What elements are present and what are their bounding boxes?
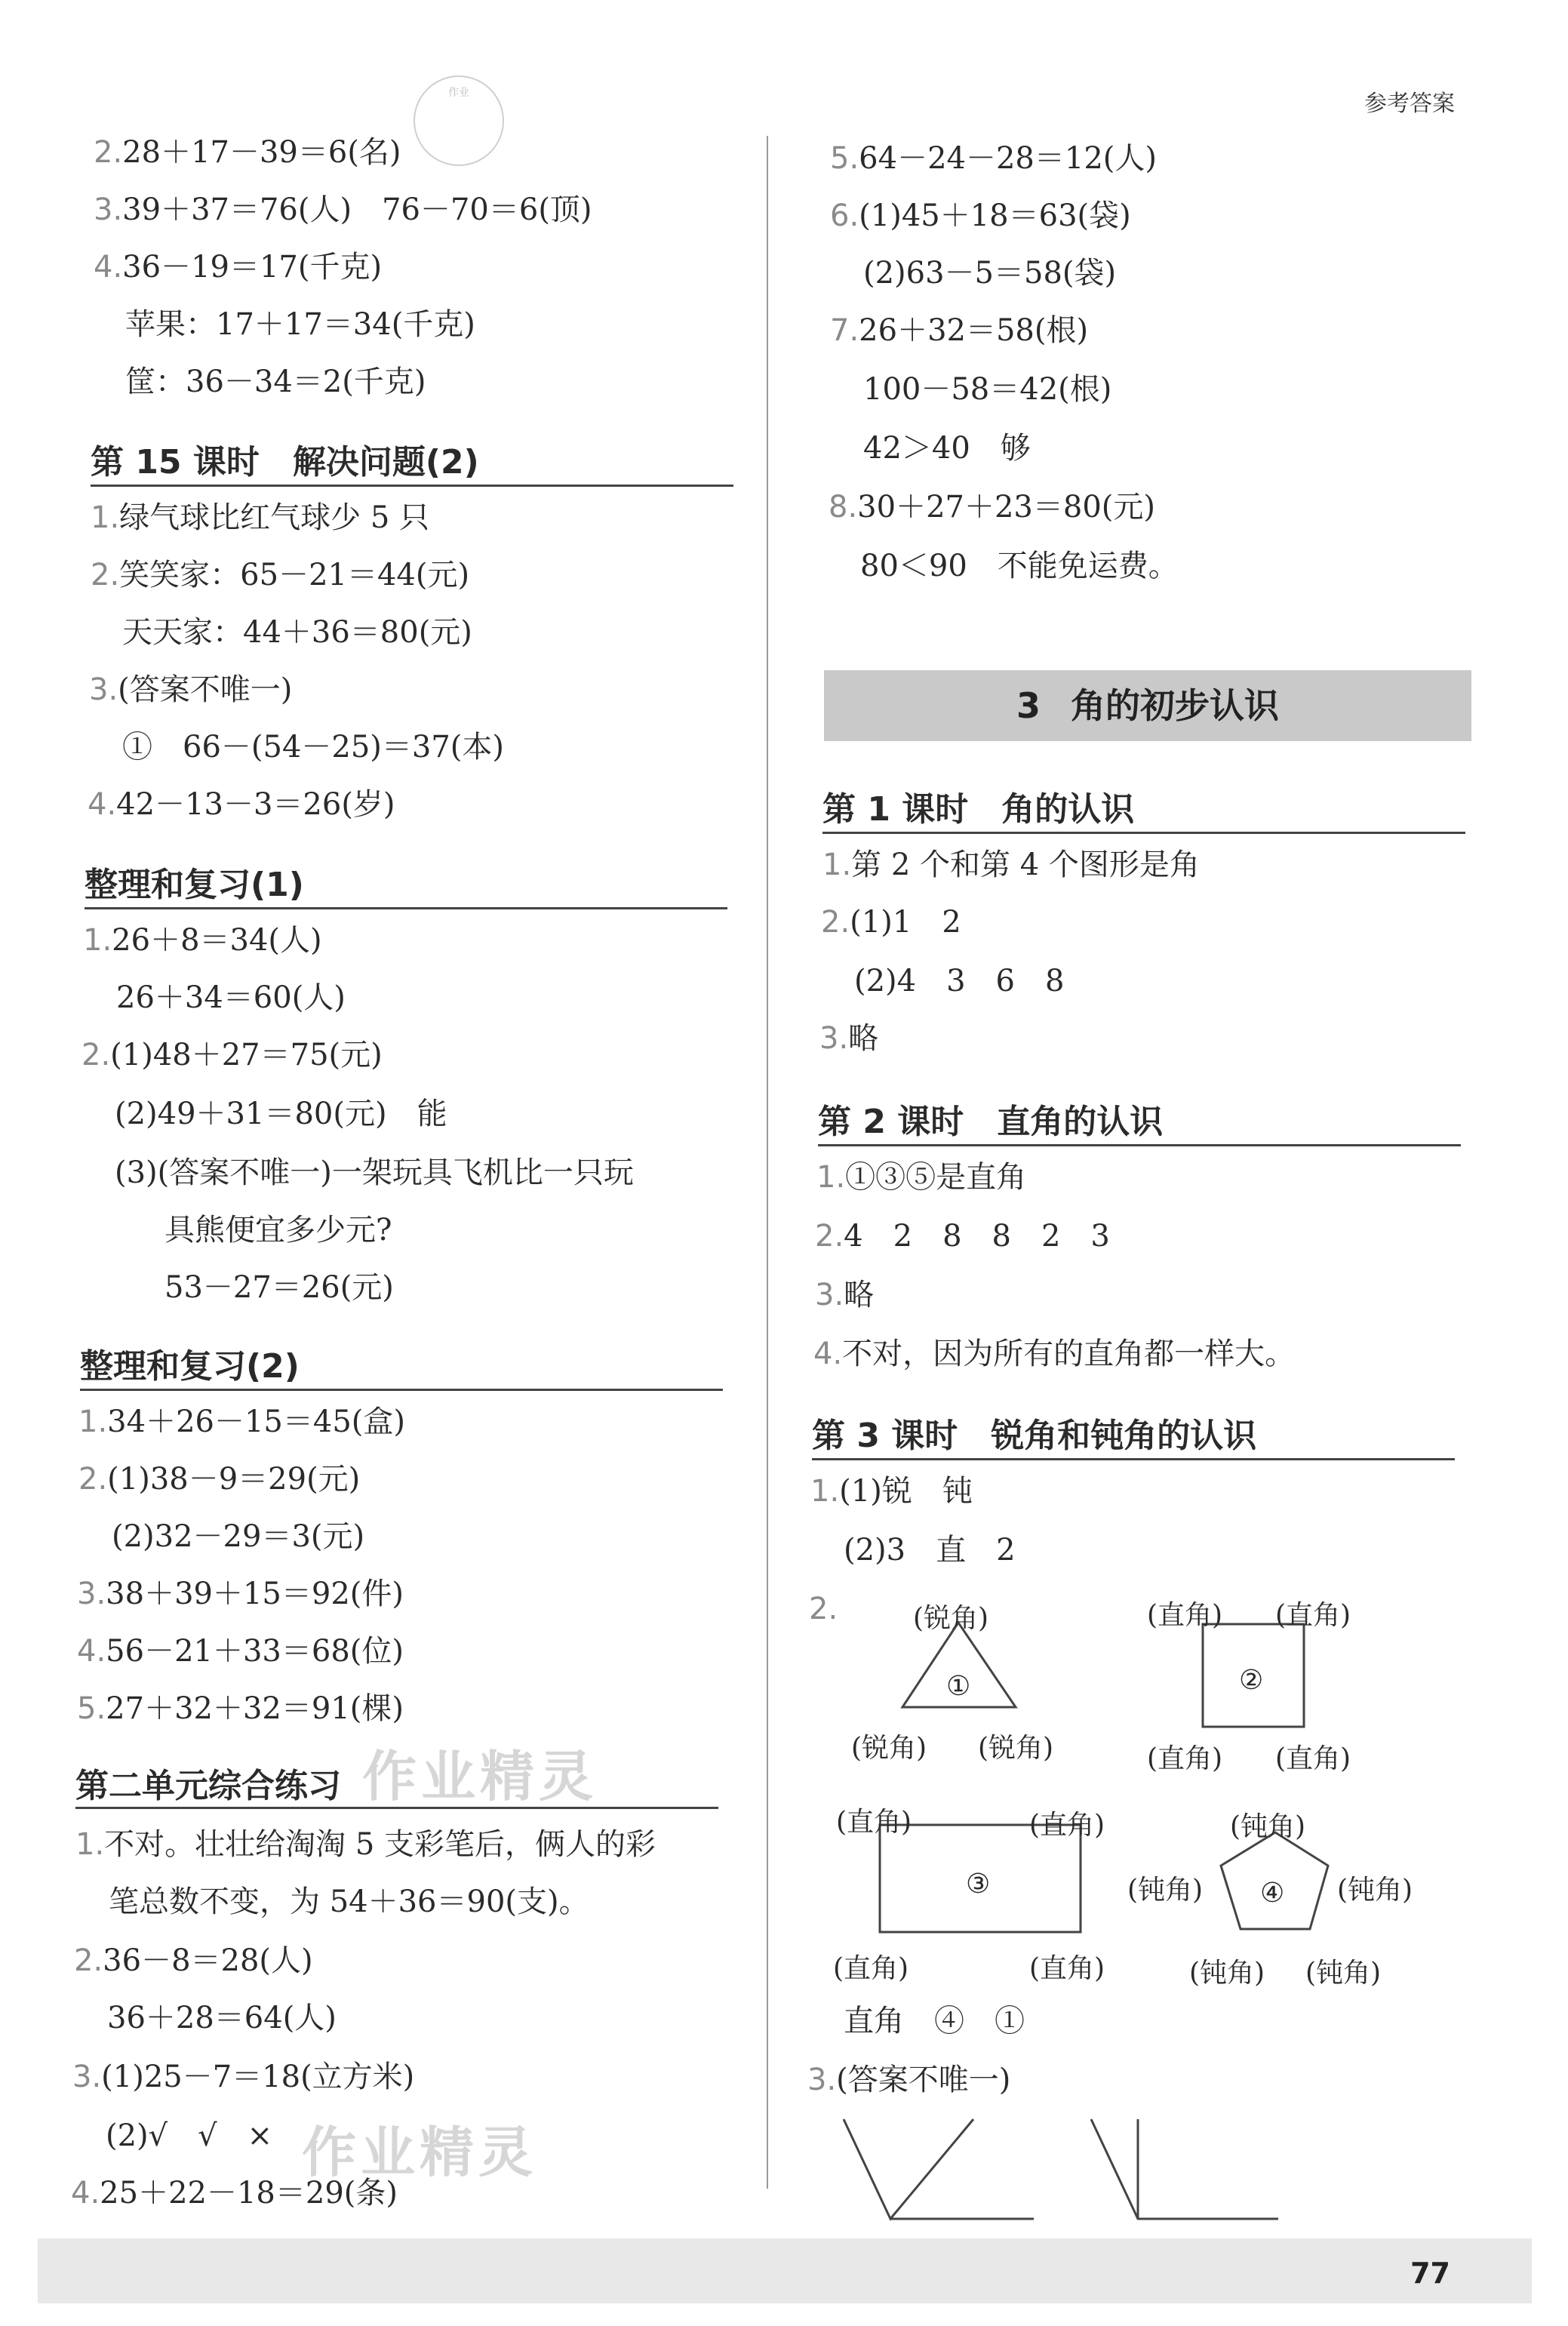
list-item: 3.(1)25－7＝18(立方米) bbox=[72, 2060, 415, 2094]
chapter-banner: 3 角的初步认识 bbox=[824, 670, 1471, 741]
list-item: (2)49＋31＝80(元) 能 bbox=[115, 1097, 447, 1131]
q2-answer: 直角 ④ ① bbox=[844, 2004, 1025, 2038]
section-title-lesson3: 第 3 课时 锐角和钝角的认识 bbox=[812, 1417, 1257, 1455]
label-right: (直角) bbox=[1275, 1743, 1351, 1774]
list-item: 4.42－13－3＝26(岁) bbox=[88, 787, 395, 822]
label-right: (直角) bbox=[1029, 1953, 1105, 1984]
section-title-review1: 整理和复习(1) bbox=[85, 866, 304, 904]
list-item: 2.36－8＝28(人) bbox=[74, 1943, 313, 1978]
header-label: 参考答案 bbox=[1364, 91, 1455, 117]
list-item: 1.绿气球比红气球少 5 只 bbox=[91, 500, 430, 535]
list-item: 笔总数不变，为 54＋36＝90(支)。 bbox=[109, 1884, 589, 1919]
list-item: 42＞40 够 bbox=[863, 431, 1031, 466]
label-obtuse: (钝角) bbox=[1230, 1811, 1306, 1842]
list-item: 3.(答案不唯一) bbox=[89, 672, 293, 707]
list-item: 8.30＋27＋23＝80(元) bbox=[829, 490, 1155, 525]
angle-drawing-2 bbox=[1091, 2119, 1278, 2219]
list-item: ① 66－(54－25)＝37(本) bbox=[122, 730, 505, 765]
marker-3: ③ bbox=[966, 1869, 991, 1900]
section-title-unit2: 第二单元综合练习 bbox=[75, 1767, 341, 1805]
list-item: 具熊便宜多少元? bbox=[164, 1213, 392, 1248]
list-item: 1.①③⑤是直角 bbox=[816, 1160, 1027, 1195]
watermark-text: 作业精灵 bbox=[302, 2121, 538, 2184]
list-item: 2. bbox=[809, 1592, 838, 1626]
list-item: 1.(1)锐 钝 bbox=[810, 1474, 973, 1509]
label-right: (直角) bbox=[1147, 1743, 1223, 1774]
list-item: 2.(1)48＋27＝75(元) bbox=[81, 1038, 383, 1072]
label-obtuse: (钝角) bbox=[1127, 1875, 1204, 1906]
list-item: 7.26＋32＝58(根) bbox=[830, 313, 1089, 348]
angle-drawing-1 bbox=[844, 2119, 973, 2219]
label-right: (直角) bbox=[1029, 1810, 1105, 1841]
section-title-lesson15: 第 15 课时 解决问题(2) bbox=[91, 443, 479, 482]
watermark-stamp: 作业 bbox=[414, 75, 504, 166]
page-number: 77 bbox=[1410, 2257, 1450, 2290]
list-item: (2)32－29＝3(元) bbox=[112, 1519, 365, 1554]
list-item: 1.第 2 个和第 4 个图形是角 bbox=[822, 848, 1200, 882]
label-right: (直角) bbox=[836, 1807, 912, 1838]
list-item: 6.(1)45＋18＝63(袋) bbox=[830, 198, 1131, 233]
list-item: 苹果：17＋17＝34(千克) bbox=[125, 307, 475, 342]
list-item: 1.26＋8＝34(人) bbox=[83, 923, 322, 958]
list-item: 26＋34＝60(人) bbox=[116, 980, 346, 1015]
list-item: 2.4 2 8 8 2 3 bbox=[815, 1219, 1110, 1254]
marker-4: ④ bbox=[1260, 1878, 1285, 1909]
list-item: (3)(答案不唯一)一架玩具飞机比一只玩 bbox=[115, 1155, 634, 1190]
list-item: (2)√ √ × bbox=[106, 2118, 273, 2153]
list-item: 5.64－24－28＝12(人) bbox=[830, 141, 1157, 176]
list-item: 5.27＋32＋32＝91(棵) bbox=[77, 1691, 404, 1726]
marker-2: ② bbox=[1239, 1665, 1264, 1696]
marker-1: ① bbox=[946, 1671, 971, 1702]
list-item: 1.34＋26－15＝45(盒) bbox=[78, 1405, 405, 1439]
label-acute: (锐角) bbox=[913, 1603, 989, 1634]
list-item: 80＜90 不能免运费。 bbox=[860, 549, 1179, 583]
label-right: (直角) bbox=[833, 1953, 909, 1984]
section-title-lesson1: 第 1 课时 角的认识 bbox=[822, 790, 1135, 829]
list-item: (2)63－5＝58(袋) bbox=[863, 256, 1117, 291]
list-item: 4.不对，因为所有的直角都一样大。 bbox=[813, 1337, 1296, 1371]
list-item: 4.56－21＋33＝68(位) bbox=[77, 1634, 404, 1669]
list-item: (2)4 3 6 8 bbox=[854, 964, 1065, 998]
list-item: 2.笑笑家：65－21＝44(元) bbox=[91, 558, 470, 592]
section-title-review2: 整理和复习(2) bbox=[80, 1347, 300, 1386]
list-item: 3.(答案不唯一) bbox=[807, 2063, 1011, 2097]
label-right: (直角) bbox=[1275, 1600, 1351, 1631]
list-item: 100－58＝42(根) bbox=[863, 372, 1112, 407]
list-item: 筐：36－34＝2(千克) bbox=[125, 365, 426, 399]
list-item: 1.不对。壮壮给淘淘 5 支彩笔后，俩人的彩 bbox=[75, 1827, 656, 1862]
list-item: (2)3 直 2 bbox=[844, 1533, 1016, 1568]
watermark-text: 作业精灵 bbox=[362, 1745, 598, 1808]
list-item: 4.25＋22－18＝29(条) bbox=[71, 2176, 398, 2211]
list-item: 2.(1)38－9＝29(元) bbox=[78, 1462, 361, 1497]
list-item: 天天家：44＋36＝80(元) bbox=[122, 615, 472, 650]
label-obtuse: (钝角) bbox=[1189, 1958, 1265, 1989]
label-acute: (锐角) bbox=[978, 1733, 1054, 1764]
list-item: 3.38＋39＋15＝92(件) bbox=[77, 1577, 404, 1611]
list-item: 2.(1)1 2 bbox=[821, 905, 961, 940]
list-item: 3.略 bbox=[815, 1278, 875, 1312]
label-acute: (锐角) bbox=[851, 1733, 927, 1764]
section-title-lesson2: 第 2 课时 直角的认识 bbox=[818, 1103, 1164, 1141]
list-item: 53－27＝26(元) bbox=[164, 1270, 394, 1305]
list-item: 4.36－19＝17(千克) bbox=[94, 250, 383, 285]
label-obtuse: (钝角) bbox=[1337, 1875, 1413, 1906]
label-obtuse: (钝角) bbox=[1305, 1958, 1382, 1989]
list-item: 3.39＋37＝76(人) 76－70＝6(顶) bbox=[94, 192, 592, 227]
list-item: 3.略 bbox=[819, 1021, 879, 1056]
label-right: (直角) bbox=[1147, 1600, 1223, 1631]
list-item: 2.28＋17－39＝6(名) bbox=[94, 135, 401, 170]
list-item: 36＋28＝64(人) bbox=[107, 2001, 337, 2035]
page-footer-band bbox=[38, 2238, 1532, 2303]
